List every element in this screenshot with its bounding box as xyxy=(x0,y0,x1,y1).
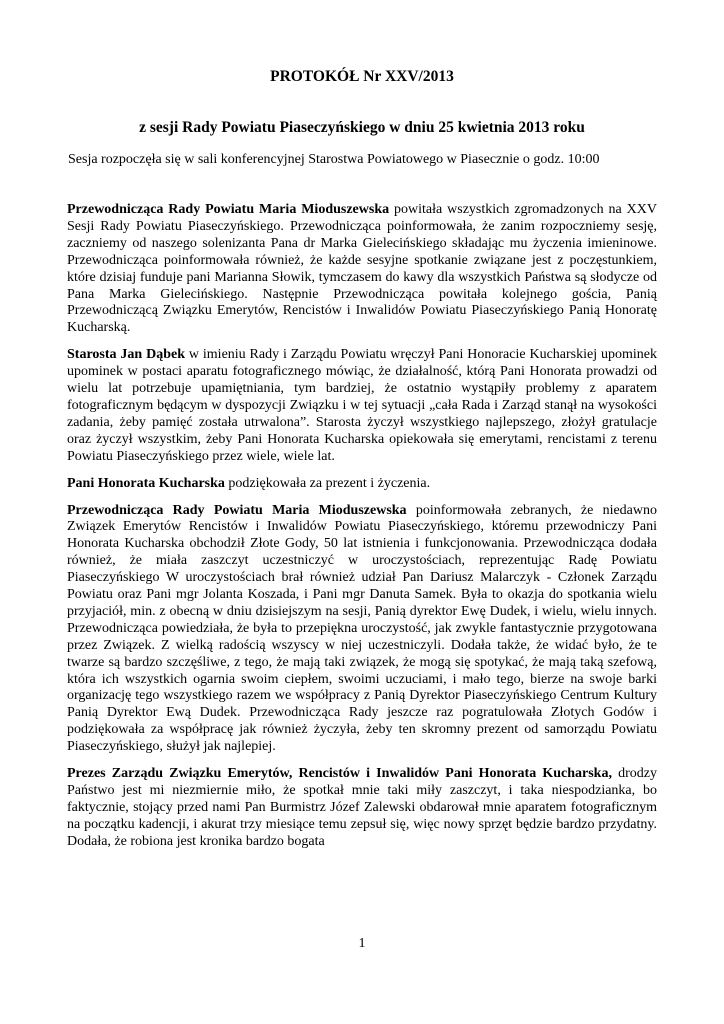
paragraph-text: poinformowała zebranych, że niedawno Związek Emerytów Rencistów i Inwalidów Powiatu Piaseczyńskiego, któremu przewodniczy Pani Honorata Kucharska obchodził Złote Gody, 50 lat istnienia i funkcjonowania. Przewodnicząca dodała również, że miała zaszczyt uczestniczyć w uroczystościach, reprezentując Radę Powiatu Piaseczyńskiego W uroczystościach brał również udział Pan Dariusz Malarczyk - Członek Zarządu Powiatu oraz Pani mgr Jolanta Koszada, i Pani mgr Danuta Samek. Była to okazja do spotkania wielu przyjaciół, min. z obecną w dniu dzisiejszym na sesji, Panią dyrektor Ewę Dudek, i wielu, wielu innych. Przewodnicząca powiedziała, że była to przepiękna uroczystość, jak zwykle fantastycznie przygotowana przez Związek. Z wielką radością wszyscy w niej uczestniczyli. Dodała także, że widać było, że te twarze są bardzo szczęśliwe, z tego, że mają taki związek, że mogą się spotykać, że mają taką szefową, która ich wszystkich ogarnia swoim ciepłem, swoimi uczuciami, i mało tego, bierze na swoje barki organizację tego wszystkiego razem we współpracy z Panią Dyrektor Piaseczyńskiego Centrum Kultury Panią Dyrektor Ewą Dudek. Przewodnicząca Rady jeszcze raz pogratulowała Złotych Godów i podziękowała za współpracę jak również życzyła, żeby ten skromny prezent od samorządu Powiatu Piaseczyńskiego, służył jak najlepiej. xyxy=(67,502,657,755)
paragraph-text: w imieniu Rady i Zarządu Powiatu wręczył Pani Honoracie Kucharskiej upominek upominek w postaci aparatu fotograficznego mówiąc, że działalność, którą Pani Honorata prowadzi od wielu lat potrzebuje upamiętniania, tym bardziej, że ostatnio wystąpiły problemy z aparatem fotograficznym będącym w dyspozycji Związku i w tej sytuacji „cała Rada i Zarząd stanął na wysokości zadania, żeby pamięć została utrwalona”. Starosta życzył wszystkiego najlepszego, złożył gratulacje oraz życzył wszystkim, żeby Pani Honorata Kucharska opiekowała się emerytami, rencistami z terenu Powiatu Piaseczyńskiego przez wiele, wiele lat. xyxy=(67,347,658,464)
paragraph-2 xyxy=(67,347,657,465)
paragraph-5 xyxy=(67,766,657,851)
speaker-name: Starosta Jan Dąbek xyxy=(67,347,185,363)
speaker-name: Pani Honorata Kucharska xyxy=(67,475,225,491)
document-body xyxy=(67,202,657,861)
page-number: 1 xyxy=(358,936,366,951)
paragraph-text: powitała wszystkich zgromadzonych na XXV Sesji Rady Powiatu Piaseczyńskiego. Przewodnicząca poinformowała, że zanim rozpoczniemy sesję, zaczniemy od naszego solenizanta Pana dr Marka Gielecińskiego składając mu życzenia imieninowe. Przewodnicząca poinformowała również, że każde sesyjne spotkanie związane jest z poczęstunkiem, które dzisiaj funduje pani Marianna Słowik, tymczasem do kawy dla wszystkich Państwa są słodycze od Pana Marka Gielecińskiego. Następnie Przewodnicząca powitała kolejnego gościa, Panią Przewodniczącą Związku Emerytów, Rencistów i Inwalidów Powiatu Piaseczyńskiego Panią Honoratę Kucharską. xyxy=(67,202,657,336)
paragraph-text: drodzy Państwo jest mi niezmiernie miło, że spotkał mnie taki miły zaszczyt, i taka niespodzianka, bo faktycznie, stojący przed nami Pan Burmistrz Józef Zalewski obdarował mnie aparatem fotograficznym na początku kadencji, i akurat trzy miesiące temu zepsuł się, więc nowy sprzęt będzie bardzo przydatny. Dodała, że robiona jest kronika bardzo bogata xyxy=(67,766,657,849)
speaker-name: Prezes Zarządu Związku Emerytów, Rencistów i Inwalidów Pani Honorata Kucharska, xyxy=(67,766,612,782)
session-start-note: Sesja rozpoczęła się w sali konferencyjnej Starostwa Powiatowego w Piasecznie o godz. 10:00 xyxy=(68,152,600,167)
paragraph-3 xyxy=(67,476,657,493)
paragraph-1 xyxy=(67,202,657,337)
paragraph-4 xyxy=(67,503,657,757)
document-subtitle: z sesji Rady Powiatu Piaseczyńskiego w dniu 25 kwietnia 2013 roku xyxy=(139,119,585,136)
document-title: PROTOKÓŁ Nr XXV/2013 xyxy=(270,68,454,85)
paragraph-text: podziękowała za prezent i życzenia. xyxy=(224,475,431,491)
speaker-name: Przewodnicząca Rady Powiatu Maria Mioduszewska xyxy=(67,502,407,518)
speaker-name: Przewodnicząca Rady Powiatu Maria Mioduszewska xyxy=(67,202,390,217)
